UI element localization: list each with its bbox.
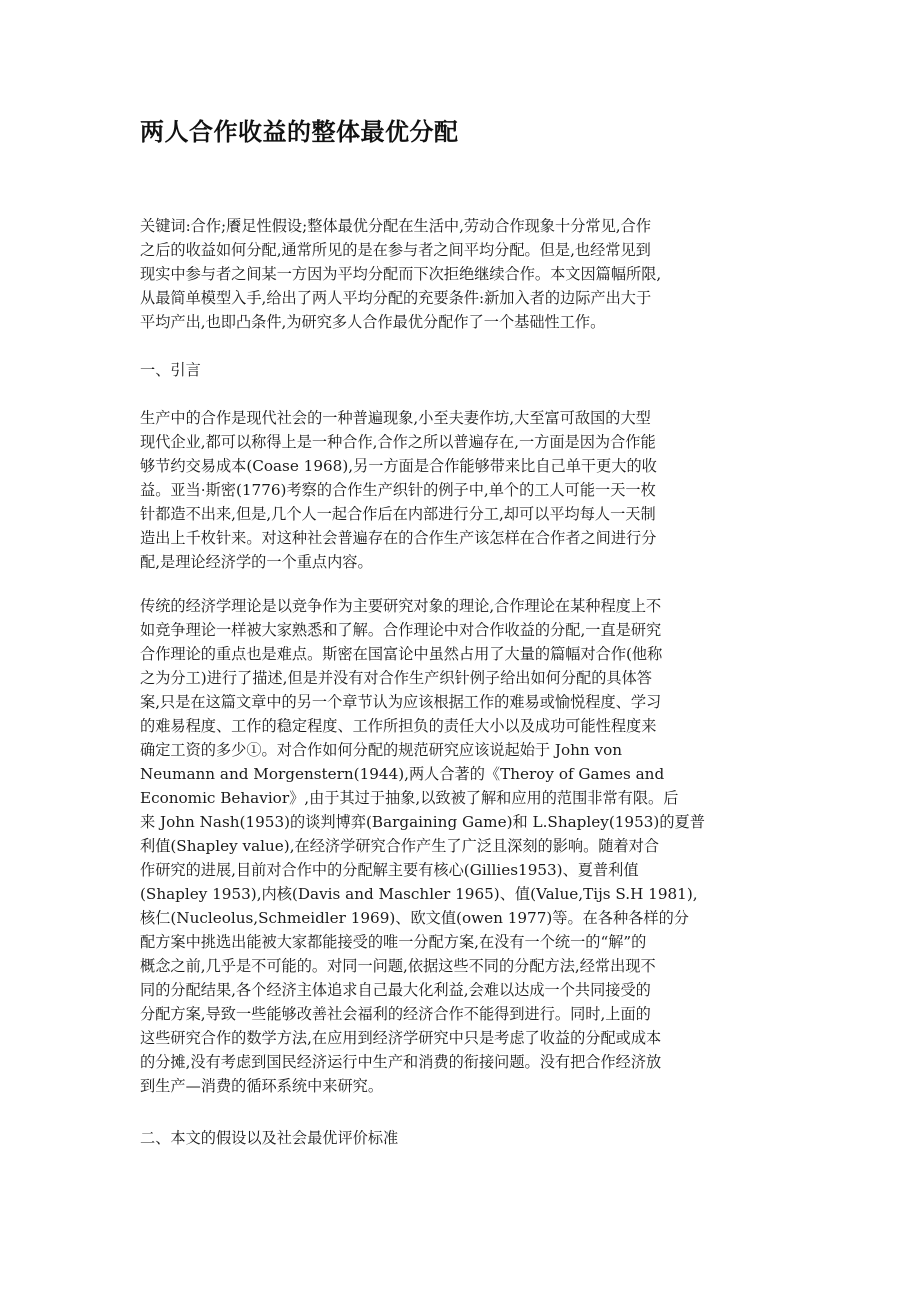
text-line: 配方案中挑选出能被大家都能接受的唯一分配方案,在没有一个统一的“解”的	[140, 933, 647, 951]
text-line: 造出上千枚针来。对这种社会普遍存在的合作生产该怎样在合作者之间进行分	[140, 529, 657, 547]
text-line: 传统的经济学理论是以竞争作为主要研究对象的理论,合作理论在某种程度上不	[140, 597, 662, 615]
body-paragraph-1	[140, 406, 790, 574]
text-line: 之后的收益如何分配,通常所见的是在参与者之间平均分配。但是,也经常见到	[140, 241, 651, 259]
text-line: Economic Behavior》,由于其过于抽象,以致被了解和应用的范围非常有限。后	[140, 789, 679, 807]
text-line: (Shapley 1953),内核(Davis and Maschler 1965)、值(Value,Tijs S.H 1981),	[140, 885, 698, 903]
text-line: 到生产—消费的循环系统中来研究。	[140, 1077, 383, 1095]
text-line: 案,只是在这篇文章中的另一个章节认为应该根据工作的难易或愉悦程度、学习	[140, 693, 662, 711]
text-line: 之为分工)进行了描述,但是并没有对合作生产织针例子给出如何分配的具体答	[140, 669, 652, 687]
text-line: 来 John Nash(1953)的谈判博弈(Bargaining Game)和 L.Shapley(1953)的夏普	[140, 813, 705, 831]
heading-text: 二、本文的假设以及社会最优评价标准	[140, 1129, 399, 1147]
section-heading-assumptions	[140, 1126, 790, 1150]
text-line: 的难易程度、工作的稳定程度、工作所担负的责任大小以及成功可能性程度来	[140, 717, 657, 735]
text-line: 针都造不出来,但是,几个人一起合作后在内部进行分工,却可以平均每人一天制	[140, 505, 656, 523]
heading-text: 一、引言	[140, 361, 201, 379]
text-line: 这些研究合作的数学方法,在应用到经济学研究中只是考虑了收益的分配或成本	[140, 1029, 662, 1047]
text-line: 益。亚当·斯密(1776)考察的合作生产织针的例子中,单个的工人可能一天一枚	[140, 481, 656, 499]
text-line: 作研究的进展,目前对合作中的分配解主要有核心(Gillies1953)、夏普利值	[140, 861, 639, 879]
text-line: 合作理论的重点也是难点。斯密在国富论中虽然占用了大量的篇幅对合作(他称	[140, 645, 663, 663]
text-line: 如竞争理论一样被大家熟悉和了解。合作理论中对合作收益的分配,一直是研究	[140, 621, 662, 639]
section-heading-introduction	[140, 358, 790, 382]
text-line: 够节约交易成本(Coase 1968),另一方面是合作能够带来比自己单干更大的收	[140, 457, 657, 475]
text-line: 现实中参与者之间某一方因为平均分配而下次拒绝继续合作。本文因篇幅所限,	[140, 265, 662, 283]
text-line: 同的分配结果,各个经济主体追求自己最大化利益,会难以达成一个共同接受的	[140, 981, 651, 999]
abstract-paragraph	[140, 214, 790, 334]
text-line: 利值(Shapley value),在经济学研究合作产生了广泛且深刻的影响。随着对合	[140, 837, 660, 855]
body-paragraph-2	[140, 594, 790, 1098]
text-line: 确定工资的多少①。对合作如何分配的规范研究应该说起始于 John von	[140, 741, 623, 759]
text-line: 平均产出,也即凸条件,为研究多人合作最优分配作了一个基础性工作。	[140, 313, 606, 331]
text-line: 概念之前,几乎是不可能的。对同一问题,依据这些不同的分配方法,经常出现不	[140, 957, 656, 975]
text-line: Neumann and Morgenstern(1944),两人合著的《Theroy of Games and	[140, 765, 665, 783]
text-line: 关键词:合作;餍足性假设;整体最优分配在生活中,劳动合作现象十分常见,合作	[140, 217, 652, 235]
text-line: 分配方案,导致一些能够改善社会福利的经济合作不能得到进行。同时,上面的	[140, 1005, 651, 1023]
text-line: 核仁(Nucleolus,Schmeidler 1969)、欧文值(owen 1977)等。在各种各样的分	[140, 909, 689, 927]
text-line: 的分摊,没有考虑到国民经济运行中生产和消费的衔接问题。没有把合作经济放	[140, 1053, 662, 1071]
text-line: 从最简单模型入手,给出了两人平均分配的充要条件:新加入者的边际产出大于	[140, 289, 652, 307]
document-title: 两人合作收益的整体最优分配	[140, 118, 459, 146]
text-line: 现代企业,都可以称得上是一种合作,合作之所以普遍存在,一方面是因为合作能	[140, 433, 656, 451]
text-line: 生产中的合作是现代社会的一种普遍现象,小至夫妻作坊,大至富可敌国的大型	[140, 409, 651, 427]
text-line: 配,是理论经济学的一个重点内容。	[140, 553, 373, 571]
